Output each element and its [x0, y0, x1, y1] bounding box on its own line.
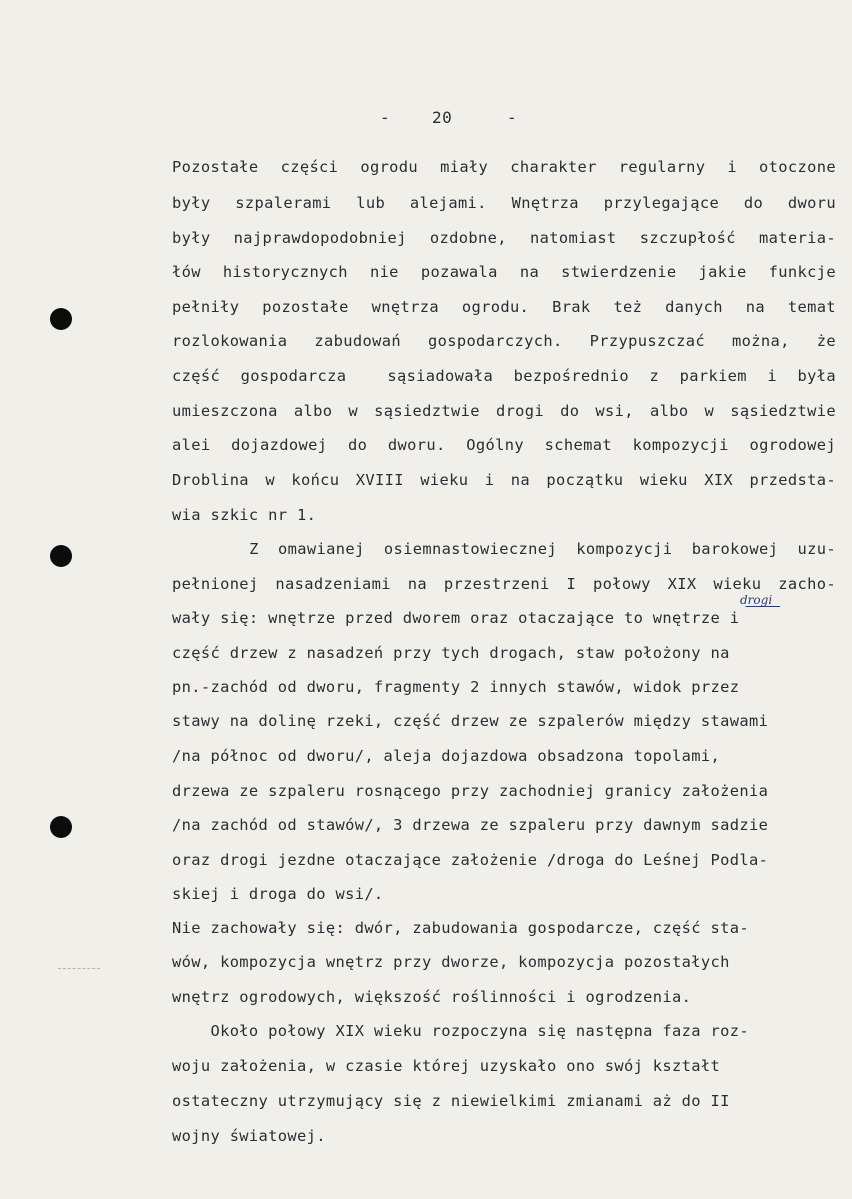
- page-number-dash-right: -: [507, 108, 518, 127]
- punch-hole: [50, 308, 72, 330]
- text-line: rozlokowania zabudowań gospodarczych. Przypuszczać można, że: [172, 332, 836, 350]
- text-line: Około połowy XIX wieku rozpoczyna się następna faza roz-: [172, 1022, 749, 1040]
- text-line: wów, kompozycja wnętrz przy dworze, kompozycja pozostałych: [172, 953, 730, 971]
- page-number-dash-left: -: [380, 108, 391, 127]
- page-number: 20: [432, 108, 453, 127]
- text-line: skiej i droga do wsi/.: [172, 885, 384, 903]
- text-line: pełniły pozostałe wnętrza ogrodu. Brak też danych na temat: [172, 298, 836, 316]
- text-line: wia szkic nr 1.: [172, 506, 317, 524]
- text-line: Pozostałe części ogrodu miały charakter regularny i otoczone: [172, 158, 836, 176]
- text-line: alei dojazdowej do dworu. Ogólny schemat kompozycji ogrodowej: [172, 436, 836, 454]
- text-line: Droblina w końcu XVIII wieku i na początku wieku XIX przedsta-: [172, 471, 836, 489]
- text-line: pn.-zachód od dworu, fragmenty 2 innych stawów, widok przez: [172, 678, 740, 696]
- text-line: część drzew z nasadzeń przy tych drogach, staw położony na: [172, 644, 730, 662]
- text-line: łów historycznych nie pozawala na stwierdzenie jakie funkcje: [172, 263, 836, 281]
- text-line: oraz drogi jezdne otaczające założenie /droga do Leśnej Podla-: [172, 851, 769, 869]
- punch-hole: [50, 545, 72, 567]
- handwritten-annotation: drogi: [740, 593, 773, 607]
- text-line: woju założenia, w czasie której uzyskało ono swój kształt: [172, 1057, 721, 1075]
- text-line: drzewa ze szpaleru rosnącego przy zachodniej granicy założenia: [172, 782, 769, 800]
- text-line: Nie zachowały się: dwór, zabudowania gospodarcze, część sta-: [172, 919, 749, 937]
- text-line: część gospodarcza sąsiadowała bezpośrednio z parkiem i była: [172, 367, 836, 385]
- text-line: były najprawdopodobniej ozdobne, natomiast szczupłość materia-: [172, 229, 836, 247]
- text-line: wojny światowej.: [172, 1127, 326, 1145]
- text-line: ostateczny utrzymujący się z niewielkimi zmianami aż do II: [172, 1092, 730, 1110]
- text-line: stawy na dolinę rzeki, część drzew ze szpalerów między stawami: [172, 712, 769, 730]
- margin-mark: [58, 968, 100, 970]
- text-line: /na północ od dworu/, aleja dojazdowa obsadzona topolami,: [172, 747, 721, 765]
- text-line: /na zachód od stawów/, 3 drzewa ze szpaleru przy dawnym sadzie: [172, 816, 769, 834]
- insertion-caret-mark: [745, 606, 780, 619]
- text-line: pełnionej nasadzeniami na przestrzeni I połowy XIX wieku zacho-: [172, 575, 836, 593]
- text-line: umieszczona albo w sąsiedztwie drogi do wsi, albo w sąsiedztwie: [172, 402, 836, 420]
- text-line: Z omawianej osiemnastowiecznej kompozycji barokowej uzu-: [172, 540, 836, 558]
- punch-hole: [50, 816, 72, 838]
- text-line: wały się: wnętrze przed dworem oraz otaczające to wnętrze i: [172, 609, 740, 627]
- text-line: były szpalerami lub alejami. Wnętrza przylegające do dworu: [172, 194, 836, 212]
- text-line: wnętrz ogrodowych, większość roślinności i ogrodzenia.: [172, 988, 692, 1006]
